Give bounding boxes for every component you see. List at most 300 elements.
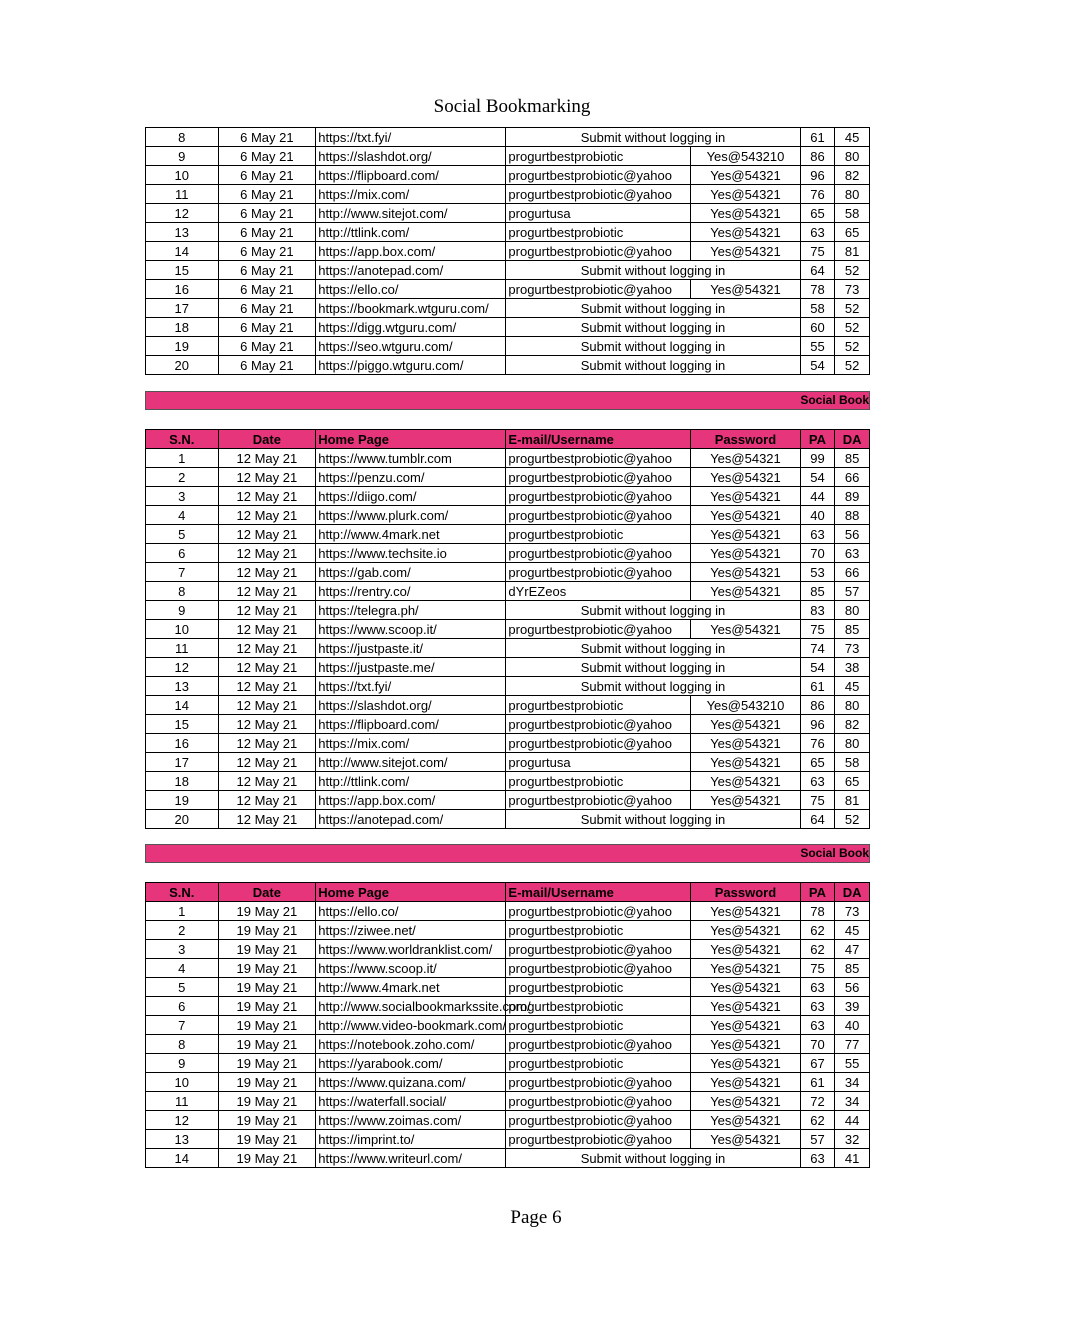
home-page-cell: https://anotepad.com/ xyxy=(316,810,506,829)
da-cell: 81 xyxy=(835,791,870,810)
home-page-cell: http://www.video-bookmark.com/ xyxy=(316,1016,506,1035)
pa-cell: 65 xyxy=(800,204,835,223)
password-cell: Yes@54321 xyxy=(691,940,800,959)
pa-cell: 72 xyxy=(800,1092,835,1111)
table-row xyxy=(146,696,870,715)
password-cell: Yes@54321 xyxy=(691,753,800,772)
date-cell: 19 May 21 xyxy=(218,959,316,978)
date-cell: 12 May 21 xyxy=(218,753,316,772)
sn-cell: 14 xyxy=(146,242,219,261)
table-row xyxy=(146,1092,870,1111)
sn-cell: 18 xyxy=(146,772,219,791)
sn-cell: 8 xyxy=(146,1035,219,1054)
da-cell: 73 xyxy=(835,639,870,658)
submit-note-cell: Submit without logging in xyxy=(506,658,800,677)
password-cell: Yes@54321 xyxy=(691,204,800,223)
username-cell: progurtusa xyxy=(506,204,691,223)
pa-cell: 54 xyxy=(800,468,835,487)
password-cell: Yes@54321 xyxy=(691,620,800,639)
da-cell: 80 xyxy=(835,696,870,715)
da-cell: 52 xyxy=(835,337,870,356)
table-header xyxy=(146,883,870,902)
sn-cell: 10 xyxy=(146,620,219,639)
sn-cell: 20 xyxy=(146,356,219,375)
da-cell: 44 xyxy=(835,1111,870,1130)
banner-text: Social Book xyxy=(800,846,869,860)
submit-note-cell: Submit without logging in xyxy=(506,128,800,147)
table-row xyxy=(146,356,870,375)
home-page-cell: https://www.tumblr.com xyxy=(316,449,506,468)
pa-cell: 63 xyxy=(800,1016,835,1035)
username-cell: progurtbestprobiotic xyxy=(506,525,691,544)
pa-cell: 60 xyxy=(800,318,835,337)
username-cell: progurtbestprobiotic@yahoo xyxy=(506,1092,691,1111)
table-body xyxy=(146,902,870,1168)
username-cell: progurtbestprobiotic@yahoo xyxy=(506,1130,691,1149)
submit-note-cell: Submit without logging in xyxy=(506,601,800,620)
username-cell: progurtbestprobiotic@yahoo xyxy=(506,449,691,468)
sn-cell: 6 xyxy=(146,544,219,563)
table-row xyxy=(146,959,870,978)
home-page-cell: https://mix.com/ xyxy=(316,185,506,204)
password-cell: Yes@54321 xyxy=(691,468,800,487)
sn-cell: 4 xyxy=(146,959,219,978)
sn-cell: 12 xyxy=(146,658,219,677)
username-cell: progurtbestprobiotic@yahoo xyxy=(506,487,691,506)
username-cell: progurtbestprobiotic xyxy=(506,772,691,791)
da-cell: 65 xyxy=(835,772,870,791)
da-cell: 88 xyxy=(835,506,870,525)
home-page-cell: https://txt.fyi/ xyxy=(316,677,506,696)
da-cell: 63 xyxy=(835,544,870,563)
table-row xyxy=(146,978,870,997)
header-password: Password xyxy=(691,883,800,902)
da-cell: 80 xyxy=(835,147,870,166)
header-password: Password xyxy=(691,430,800,449)
da-cell: 41 xyxy=(835,1149,870,1168)
username-cell: progurtbestprobiotic xyxy=(506,147,691,166)
sn-cell: 9 xyxy=(146,601,219,620)
username-cell: progurtbestprobiotic@yahoo xyxy=(506,734,691,753)
da-cell: 52 xyxy=(835,261,870,280)
table-row xyxy=(146,1016,870,1035)
date-cell: 12 May 21 xyxy=(218,487,316,506)
header-date: Date xyxy=(218,430,316,449)
table-row xyxy=(146,1073,870,1092)
sn-cell: 14 xyxy=(146,696,219,715)
table-row xyxy=(146,997,870,1016)
home-page-cell: https://waterfall.social/ xyxy=(316,1092,506,1111)
pa-cell: 78 xyxy=(800,902,835,921)
date-cell: 19 May 21 xyxy=(218,1054,316,1073)
home-page-cell: https://www.writeurl.com/ xyxy=(316,1149,506,1168)
username-cell: progurtbestprobiotic xyxy=(506,223,691,242)
password-cell: Yes@54321 xyxy=(691,1111,800,1130)
date-cell: 6 May 21 xyxy=(218,280,316,299)
username-cell: progurtbestprobiotic xyxy=(506,696,691,715)
da-cell: 58 xyxy=(835,753,870,772)
username-cell: progurtbestprobiotic@yahoo xyxy=(506,506,691,525)
da-cell: 34 xyxy=(835,1073,870,1092)
pa-cell: 63 xyxy=(800,525,835,544)
pa-cell: 64 xyxy=(800,810,835,829)
pa-cell: 61 xyxy=(800,1073,835,1092)
da-cell: 45 xyxy=(835,921,870,940)
password-cell: Yes@54321 xyxy=(691,544,800,563)
date-cell: 19 May 21 xyxy=(218,902,316,921)
pa-cell: 70 xyxy=(800,1035,835,1054)
home-page-cell: https://digg.wtguru.com/ xyxy=(316,318,506,337)
da-cell: 45 xyxy=(835,128,870,147)
username-cell: progurtbestprobiotic@yahoo xyxy=(506,620,691,639)
password-cell: Yes@54321 xyxy=(691,487,800,506)
pa-cell: 67 xyxy=(800,1054,835,1073)
date-cell: 19 May 21 xyxy=(218,921,316,940)
date-cell: 19 May 21 xyxy=(218,1092,316,1111)
username-cell: progurtbestprobiotic@yahoo xyxy=(506,544,691,563)
sn-cell: 14 xyxy=(146,1149,219,1168)
date-cell: 12 May 21 xyxy=(218,449,316,468)
table-row xyxy=(146,468,870,487)
pa-cell: 44 xyxy=(800,487,835,506)
username-cell: progurtbestprobiotic@yahoo xyxy=(506,280,691,299)
da-cell: 65 xyxy=(835,223,870,242)
da-cell: 73 xyxy=(835,902,870,921)
header-home-page: Home Page xyxy=(316,430,506,449)
date-cell: 6 May 21 xyxy=(218,356,316,375)
date-cell: 6 May 21 xyxy=(218,242,316,261)
sn-cell: 13 xyxy=(146,223,219,242)
date-cell: 12 May 21 xyxy=(218,677,316,696)
header-sn: S.N. xyxy=(146,883,219,902)
username-cell: progurtbestprobiotic@yahoo xyxy=(506,468,691,487)
password-cell: Yes@54321 xyxy=(691,997,800,1016)
home-page-cell: https://app.box.com/ xyxy=(316,791,506,810)
table-row xyxy=(146,525,870,544)
sn-cell: 8 xyxy=(146,128,219,147)
password-cell: Yes@54321 xyxy=(691,525,800,544)
sn-cell: 17 xyxy=(146,299,219,318)
sn-cell: 17 xyxy=(146,753,219,772)
sn-cell: 13 xyxy=(146,677,219,696)
date-cell: 19 May 21 xyxy=(218,1016,316,1035)
table-row xyxy=(146,620,870,639)
da-cell: 52 xyxy=(835,356,870,375)
pa-cell: 76 xyxy=(800,734,835,753)
home-page-cell: https://flipboard.com/ xyxy=(316,715,506,734)
username-cell: progurtbestprobiotic@yahoo xyxy=(506,1111,691,1130)
da-cell: 85 xyxy=(835,449,870,468)
password-cell: Yes@54321 xyxy=(691,185,800,204)
header-home-page: Home Page xyxy=(316,883,506,902)
sn-cell: 6 xyxy=(146,997,219,1016)
sn-cell: 16 xyxy=(146,734,219,753)
home-page-cell: https://diigo.com/ xyxy=(316,487,506,506)
da-cell: 52 xyxy=(835,810,870,829)
pa-cell: 63 xyxy=(800,1149,835,1168)
table-row xyxy=(146,902,870,921)
sn-cell: 1 xyxy=(146,449,219,468)
sn-cell: 19 xyxy=(146,791,219,810)
pa-cell: 75 xyxy=(800,242,835,261)
pa-cell: 75 xyxy=(800,620,835,639)
username-cell: dYrEZeos xyxy=(506,582,691,601)
username-cell: progurtusa xyxy=(506,753,691,772)
sn-cell: 1 xyxy=(146,902,219,921)
home-page-cell: http://www.4mark.net xyxy=(316,525,506,544)
date-cell: 6 May 21 xyxy=(218,261,316,280)
sn-cell: 10 xyxy=(146,1073,219,1092)
home-page-cell: https://justpaste.me/ xyxy=(316,658,506,677)
sn-cell: 18 xyxy=(146,318,219,337)
table-body xyxy=(146,128,870,375)
section-banner xyxy=(145,391,870,410)
sn-cell: 20 xyxy=(146,810,219,829)
sn-cell: 11 xyxy=(146,1092,219,1111)
header-date: Date xyxy=(218,883,316,902)
username-cell: progurtbestprobiotic@yahoo xyxy=(506,242,691,261)
pa-cell: 63 xyxy=(800,978,835,997)
home-page-cell: https://www.techsite.io xyxy=(316,544,506,563)
username-cell: progurtbestprobiotic xyxy=(506,997,691,1016)
password-cell: Yes@543210 xyxy=(691,147,800,166)
username-cell: progurtbestprobiotic@yahoo xyxy=(506,715,691,734)
date-cell: 12 May 21 xyxy=(218,525,316,544)
home-page-cell: http://ttlink.com/ xyxy=(316,223,506,242)
username-cell: progurtbestprobiotic@yahoo xyxy=(506,166,691,185)
da-cell: 56 xyxy=(835,978,870,997)
pa-cell: 75 xyxy=(800,959,835,978)
pa-cell: 55 xyxy=(800,337,835,356)
table-row xyxy=(146,753,870,772)
password-cell: Yes@54321 xyxy=(691,959,800,978)
header-da: DA xyxy=(835,883,870,902)
date-cell: 12 May 21 xyxy=(218,810,316,829)
date-cell: 6 May 21 xyxy=(218,128,316,147)
table-row xyxy=(146,563,870,582)
da-cell: 38 xyxy=(835,658,870,677)
submit-note-cell: Submit without logging in xyxy=(506,677,800,696)
pa-cell: 75 xyxy=(800,791,835,810)
home-page-cell: https://notebook.zoho.com/ xyxy=(316,1035,506,1054)
sn-cell: 15 xyxy=(146,715,219,734)
bookmark-table-12-may xyxy=(145,429,870,829)
table-row xyxy=(146,506,870,525)
date-cell: 12 May 21 xyxy=(218,734,316,753)
da-cell: 85 xyxy=(835,959,870,978)
home-page-cell: https://txt.fyi/ xyxy=(316,128,506,147)
pa-cell: 62 xyxy=(800,1111,835,1130)
password-cell: Yes@54321 xyxy=(691,791,800,810)
pa-cell: 53 xyxy=(800,563,835,582)
pa-cell: 57 xyxy=(800,1130,835,1149)
pa-cell: 54 xyxy=(800,658,835,677)
header-da: DA xyxy=(835,430,870,449)
pa-cell: 63 xyxy=(800,997,835,1016)
pa-cell: 96 xyxy=(800,166,835,185)
section-banner xyxy=(145,844,870,863)
date-cell: 12 May 21 xyxy=(218,772,316,791)
home-page-cell: https://slashdot.org/ xyxy=(316,147,506,166)
password-cell: Yes@54321 xyxy=(691,902,800,921)
home-page-cell: https://imprint.to/ xyxy=(316,1130,506,1149)
sn-cell: 16 xyxy=(146,280,219,299)
pa-cell: 86 xyxy=(800,147,835,166)
da-cell: 32 xyxy=(835,1130,870,1149)
password-cell: Yes@54321 xyxy=(691,1035,800,1054)
pa-cell: 62 xyxy=(800,940,835,959)
sn-cell: 3 xyxy=(146,487,219,506)
date-cell: 6 May 21 xyxy=(218,223,316,242)
password-cell: Yes@543210 xyxy=(691,696,800,715)
page-number: Page 6 xyxy=(510,1207,562,1228)
da-cell: 82 xyxy=(835,715,870,734)
pa-cell: 61 xyxy=(800,677,835,696)
home-page-cell: https://slashdot.org/ xyxy=(316,696,506,715)
table-row xyxy=(146,601,870,620)
username-cell: progurtbestprobiotic xyxy=(506,1054,691,1073)
da-cell: 40 xyxy=(835,1016,870,1035)
date-cell: 19 May 21 xyxy=(218,978,316,997)
pa-cell: 85 xyxy=(800,582,835,601)
sn-cell: 12 xyxy=(146,1111,219,1130)
da-cell: 56 xyxy=(835,525,870,544)
pa-cell: 54 xyxy=(800,356,835,375)
table-row xyxy=(146,128,870,147)
table-row xyxy=(146,1130,870,1149)
da-cell: 82 xyxy=(835,166,870,185)
date-cell: 12 May 21 xyxy=(218,563,316,582)
date-cell: 6 May 21 xyxy=(218,166,316,185)
password-cell: Yes@54321 xyxy=(691,449,800,468)
home-page-cell: https://ello.co/ xyxy=(316,902,506,921)
home-page-cell: http://ttlink.com/ xyxy=(316,772,506,791)
home-page-cell: http://www.4mark.net xyxy=(316,978,506,997)
da-cell: 52 xyxy=(835,318,870,337)
date-cell: 19 May 21 xyxy=(218,1130,316,1149)
home-page-cell: http://www.sitejot.com/ xyxy=(316,753,506,772)
da-cell: 66 xyxy=(835,563,870,582)
da-cell: 45 xyxy=(835,677,870,696)
home-page-cell: https://gab.com/ xyxy=(316,563,506,582)
da-cell: 80 xyxy=(835,185,870,204)
da-cell: 47 xyxy=(835,940,870,959)
table-row xyxy=(146,772,870,791)
date-cell: 19 May 21 xyxy=(218,1073,316,1092)
password-cell: Yes@54321 xyxy=(691,582,800,601)
sn-cell: 8 xyxy=(146,582,219,601)
table-row xyxy=(146,299,870,318)
date-cell: 12 May 21 xyxy=(218,601,316,620)
pa-cell: 70 xyxy=(800,544,835,563)
pa-cell: 62 xyxy=(800,921,835,940)
home-page-cell: https://www.scoop.it/ xyxy=(316,959,506,978)
header-row xyxy=(146,430,870,449)
table-row xyxy=(146,544,870,563)
da-cell: 80 xyxy=(835,601,870,620)
password-cell: Yes@54321 xyxy=(691,506,800,525)
password-cell: Yes@54321 xyxy=(691,1016,800,1035)
date-cell: 12 May 21 xyxy=(218,620,316,639)
home-page-cell: https://penzu.com/ xyxy=(316,468,506,487)
pa-cell: 58 xyxy=(800,299,835,318)
home-page-cell: https://www.worldranklist.com/ xyxy=(316,940,506,959)
home-page-cell: https://piggo.wtguru.com/ xyxy=(316,356,506,375)
date-cell: 6 May 21 xyxy=(218,318,316,337)
submit-note-cell: Submit without logging in xyxy=(506,261,800,280)
username-cell: progurtbestprobiotic@yahoo xyxy=(506,563,691,582)
submit-note-cell: Submit without logging in xyxy=(506,639,800,658)
da-cell: 39 xyxy=(835,997,870,1016)
bookmark-table-6-may xyxy=(145,127,870,375)
da-cell: 81 xyxy=(835,242,870,261)
da-cell: 52 xyxy=(835,299,870,318)
pa-cell: 86 xyxy=(800,696,835,715)
pa-cell: 63 xyxy=(800,223,835,242)
date-cell: 6 May 21 xyxy=(218,185,316,204)
password-cell: Yes@54321 xyxy=(691,921,800,940)
sn-cell: 19 xyxy=(146,337,219,356)
table-row xyxy=(146,223,870,242)
table-row xyxy=(146,791,870,810)
date-cell: 19 May 21 xyxy=(218,997,316,1016)
password-cell: Yes@54321 xyxy=(691,734,800,753)
date-cell: 12 May 21 xyxy=(218,468,316,487)
home-page-cell: https://www.zoimas.com/ xyxy=(316,1111,506,1130)
header-username: E-mail/Username xyxy=(506,883,691,902)
table-row xyxy=(146,1035,870,1054)
pa-cell: 83 xyxy=(800,601,835,620)
submit-note-cell: Submit without logging in xyxy=(506,337,800,356)
sn-cell: 11 xyxy=(146,639,219,658)
username-cell: progurtbestprobiotic@yahoo xyxy=(506,902,691,921)
pa-cell: 99 xyxy=(800,449,835,468)
sn-cell: 10 xyxy=(146,166,219,185)
da-cell: 34 xyxy=(835,1092,870,1111)
home-page-cell: https://ello.co/ xyxy=(316,280,506,299)
da-cell: 73 xyxy=(835,280,870,299)
submit-note-cell: Submit without logging in xyxy=(506,810,800,829)
date-cell: 6 May 21 xyxy=(218,299,316,318)
table-row xyxy=(146,204,870,223)
date-cell: 12 May 21 xyxy=(218,506,316,525)
header-pa: PA xyxy=(800,430,835,449)
table-row xyxy=(146,940,870,959)
pa-cell: 76 xyxy=(800,185,835,204)
home-page-cell: http://www.socialbookmarkssite.com/ xyxy=(316,997,506,1016)
date-cell: 19 May 21 xyxy=(218,1111,316,1130)
username-cell: progurtbestprobiotic@yahoo xyxy=(506,185,691,204)
home-page-cell: https://www.scoop.it/ xyxy=(316,620,506,639)
sn-cell: 7 xyxy=(146,563,219,582)
password-cell: Yes@54321 xyxy=(691,563,800,582)
sn-cell: 9 xyxy=(146,147,219,166)
submit-note-cell: Submit without logging in xyxy=(506,356,800,375)
home-page-cell: https://www.plurk.com/ xyxy=(316,506,506,525)
sn-cell: 9 xyxy=(146,1054,219,1073)
date-cell: 6 May 21 xyxy=(218,337,316,356)
date-cell: 6 May 21 xyxy=(218,204,316,223)
submit-note-cell: Submit without logging in xyxy=(506,299,800,318)
home-page-cell: https://app.box.com/ xyxy=(316,242,506,261)
password-cell: Yes@54321 xyxy=(691,1073,800,1092)
sn-cell: 12 xyxy=(146,204,219,223)
username-cell: progurtbestprobiotic@yahoo xyxy=(506,791,691,810)
sn-cell: 7 xyxy=(146,1016,219,1035)
da-cell: 57 xyxy=(835,582,870,601)
table-row xyxy=(146,1111,870,1130)
home-page-cell: https://telegra.ph/ xyxy=(316,601,506,620)
